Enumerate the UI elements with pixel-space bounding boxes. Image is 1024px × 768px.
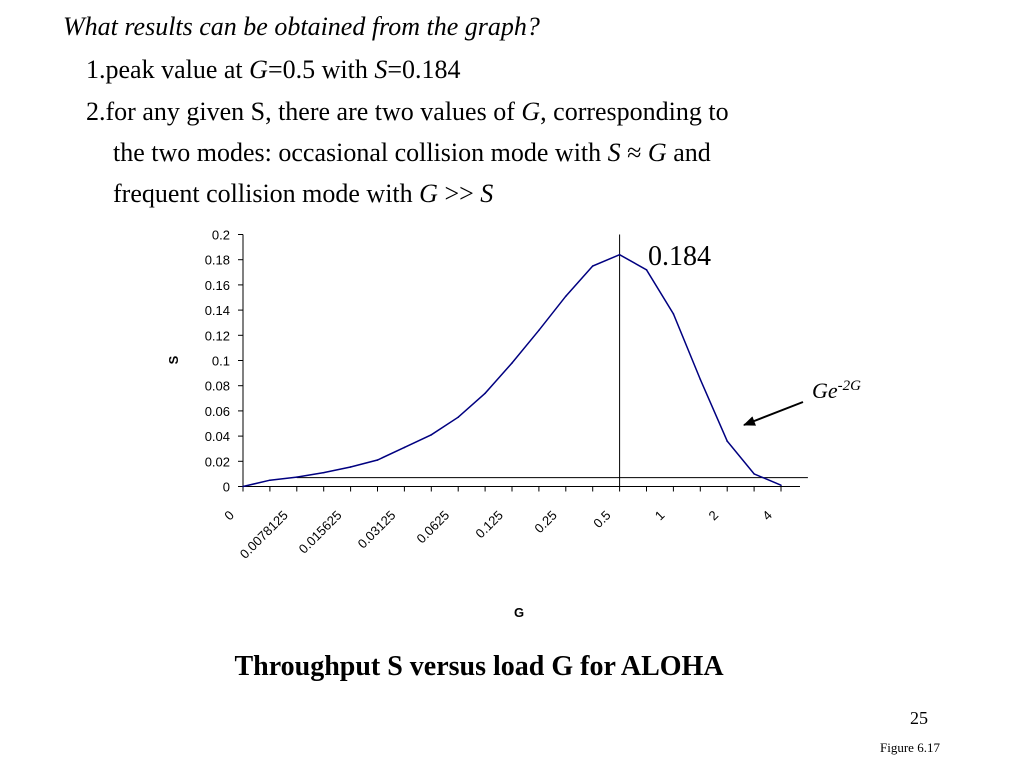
chart-caption: Throughput S versus load G for ALOHA bbox=[234, 651, 724, 682]
point-2-line-1-text-b: , corresponding to bbox=[540, 97, 729, 126]
x-tick-label: 0.0078125 bbox=[236, 507, 291, 562]
point-2-line-3-text-a: frequent collision mode with bbox=[113, 179, 420, 208]
y-tick-label: 0.1 bbox=[211, 353, 230, 369]
point-2-line-2-var-2: G bbox=[647, 138, 667, 167]
x-tick-label: 1 bbox=[651, 507, 668, 524]
data-point bbox=[350, 466, 352, 468]
x-tick-label: 0.125 bbox=[472, 507, 507, 542]
data-point bbox=[592, 265, 594, 267]
data-point bbox=[565, 295, 567, 297]
y-tick-label: 0.02 bbox=[204, 454, 230, 470]
point-2-line-3-gg: >> bbox=[437, 179, 481, 208]
data-point bbox=[726, 440, 728, 442]
point-2-line-2-text-a: the two modes: occasional collision mode with bbox=[113, 138, 608, 167]
x-tick-label: 0.03125 bbox=[354, 507, 399, 552]
x-tick-labels bbox=[221, 487, 781, 562]
data-point bbox=[457, 416, 459, 418]
data-point bbox=[431, 434, 433, 436]
y-tick-labels bbox=[205, 228, 243, 495]
x-axis-label: G bbox=[513, 605, 525, 620]
point-2-line-2-text-b: and bbox=[666, 138, 711, 167]
point-1-var-s: S bbox=[374, 55, 388, 84]
point-1-text-a: peak value at bbox=[105, 55, 250, 84]
y-tick-label: 0.04 bbox=[204, 429, 230, 445]
data-point bbox=[404, 447, 406, 449]
series-line bbox=[243, 255, 781, 487]
figure-label: Figure 6.17 bbox=[880, 740, 940, 755]
point-2-number: 2. bbox=[86, 97, 106, 126]
x-tick-label: 4 bbox=[759, 507, 776, 524]
point-2-line-3-var-2: S bbox=[480, 179, 494, 208]
axes-layer bbox=[243, 235, 800, 487]
x-tick-label: 0 bbox=[221, 507, 238, 524]
curve-pointer-arrow bbox=[744, 402, 803, 425]
point-2-line-1-var: G bbox=[521, 97, 541, 126]
page-number: 25 bbox=[910, 708, 928, 728]
data-point bbox=[673, 313, 675, 315]
point-2-line-1-text-a: for any given S, there are two values of bbox=[105, 97, 522, 126]
y-tick-label: 0.08 bbox=[204, 378, 230, 394]
data-point bbox=[700, 379, 702, 381]
point-1-var-g: G bbox=[249, 55, 268, 84]
x-tick-label: 0.015625 bbox=[295, 507, 345, 557]
y-tick-label: 0.14 bbox=[204, 303, 230, 319]
curve-formula-base: Ge bbox=[812, 378, 838, 403]
data-point bbox=[484, 392, 486, 394]
series-layer bbox=[242, 235, 808, 488]
point-1-number: 1. bbox=[86, 55, 106, 84]
data-point bbox=[619, 254, 621, 256]
y-tick-label: 0.06 bbox=[204, 403, 230, 419]
data-point bbox=[377, 459, 379, 461]
point-1-text-b: =0.5 with bbox=[267, 55, 375, 84]
point-2-line-3-var-1: G bbox=[419, 179, 438, 208]
point-1-text-c: =0.184 bbox=[387, 55, 461, 84]
y-tick-label: 0 bbox=[222, 479, 230, 495]
data-point bbox=[780, 484, 782, 486]
x-tick-label: 0.5 bbox=[590, 507, 614, 531]
data-point bbox=[269, 479, 271, 481]
y-tick-label: 0.2 bbox=[211, 227, 230, 243]
y-tick-label: 0.16 bbox=[204, 277, 230, 293]
peak-value-label: 0.184 bbox=[648, 241, 711, 272]
y-tick-label: 0.12 bbox=[204, 328, 230, 344]
x-tick-label: 2 bbox=[705, 507, 722, 524]
data-point bbox=[538, 329, 540, 331]
data-point bbox=[296, 476, 298, 478]
y-axis-label: S bbox=[166, 355, 181, 365]
data-point bbox=[753, 473, 755, 475]
curve-formula-label bbox=[812, 378, 861, 403]
y-tick-label: 0.18 bbox=[204, 252, 230, 268]
point-2-line-2-approx: ≈ bbox=[620, 138, 648, 167]
curve-formula-exponent: -2G bbox=[837, 378, 861, 394]
data-point bbox=[323, 472, 325, 474]
data-point bbox=[242, 486, 244, 488]
slide-question: What results can be obtained from the graph? bbox=[63, 12, 540, 41]
point-2-line-2-var-1: S bbox=[607, 138, 621, 167]
x-tick-label: 0.0625 bbox=[413, 507, 453, 547]
data-point bbox=[511, 362, 513, 364]
x-tick-label: 0.25 bbox=[531, 507, 560, 537]
